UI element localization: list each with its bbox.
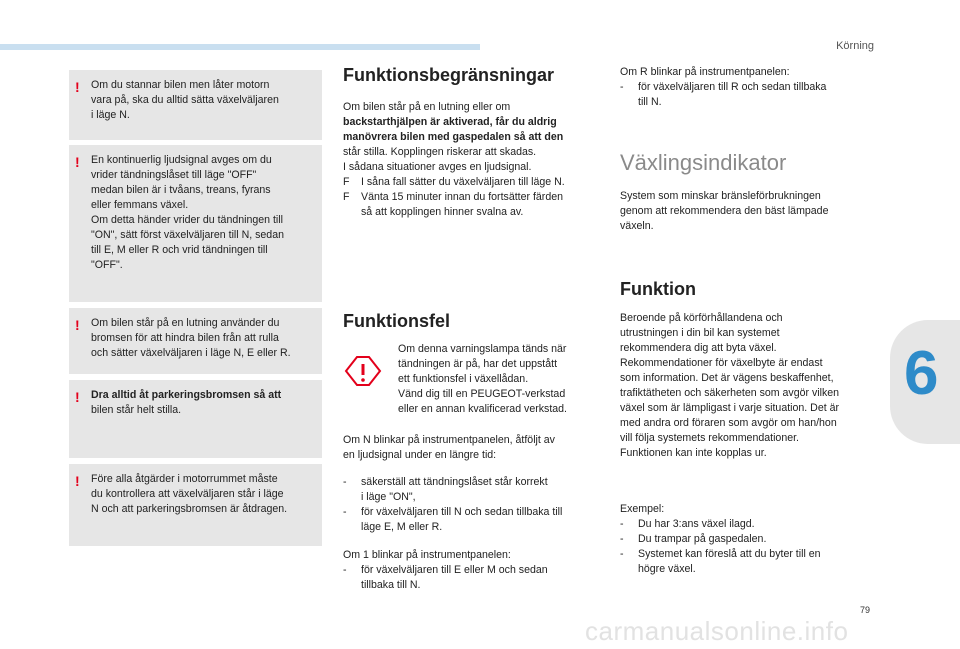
warning-text: Före alla åtgärder i motorrummet måste du kontrollera att växelväljaren står i läge N och att parkeringsbromsen är åtdragen. bbox=[91, 473, 288, 515]
section-label: Körning bbox=[836, 40, 874, 52]
warning-lamp-text: Om denna varningslampa tänds när tändningen är på, har det uppstått ett funktionsfel i växellådan. Vänd dig till en PEUGEOT-verkstad eller en annan kvalificerad verkstad. bbox=[398, 343, 568, 415]
heading-funktion: Funktion bbox=[620, 279, 696, 299]
exclamation-icon: ! bbox=[75, 473, 80, 489]
warning-box-slope bbox=[69, 308, 322, 374]
warning-text: Dra alltid åt parkeringsbromsen så att bilen står helt stilla. bbox=[91, 389, 282, 416]
one-blink-text: Om 1 blinkar på instrumentpanelen: - för växelväljaren till E eller M och sedan tillbaka till N. bbox=[343, 549, 548, 591]
watermark: carmanualsonline.info bbox=[585, 616, 849, 646]
warning-box-signal bbox=[69, 145, 322, 302]
warning-box-parking bbox=[69, 380, 322, 458]
heading-funktionsbegransningar: Funktionsbegränsningar bbox=[343, 65, 555, 85]
warning-text: Om bilen står på en lutning använder du bromsen för att hindra bilen från att rulla och sätter växelväljaren i läge N, E eller R. bbox=[91, 317, 291, 359]
n-blink-list: - säkerställ att tändningslåset står korrekt i läge "ON", - för växelväljaren till N och sedan tillbaka till läge E, M eller R. bbox=[343, 476, 563, 533]
heading-funktionsfel: Funktionsfel bbox=[343, 311, 450, 331]
chapter-number: 6 bbox=[904, 339, 939, 408]
page-number: 79 bbox=[859, 605, 870, 615]
warning-box-engine bbox=[69, 464, 322, 546]
warning-box-stop bbox=[69, 70, 322, 140]
funktion-text: Beroende på körförhållandena och utrustningen i din bil kan systemet rekommendera dig att byta växel. Rekommendationer för växelbyte är endast som information. Det är vägens beskaffenhet, trafiktätheten och säkerheten som avgör vilken växel som är lämpligast i varje situation. Det är med andra ord föraren som avgör om han/hon vill följa systemets rekommendationer. Funktionen kan inte kopplas ur. bbox=[620, 312, 840, 459]
warning-text: En kontinuerlig ljudsignal avges om du vrider tändningslåset till läge "OFF" medan bilen är i tvåans, treans, fyrans eller femmans växel. Om detta händer vrider du tändningen till "ON", sätt först växelväljaren till N, sedan till E, M eller R och vrid tändningen till "OFF". bbox=[91, 154, 284, 271]
chapter-tab bbox=[890, 320, 960, 444]
exclamation-icon: ! bbox=[75, 389, 80, 405]
gearbox-warning-lamp-icon bbox=[343, 354, 383, 388]
warning-lamp-block bbox=[343, 342, 603, 432]
vaxlingsindikator-text: System som minskar bränsleförbrukningen genom att rekommendera den bäst lämpade växeln. bbox=[620, 190, 829, 232]
exclamation-icon: ! bbox=[75, 79, 80, 95]
column-middle bbox=[343, 65, 603, 591]
exclamation-icon: ! bbox=[75, 154, 80, 170]
r-blink-text: Om R blinkar på instrumentpanelen: - för växelväljaren till R och sedan tillbaka till N. bbox=[620, 66, 827, 108]
funktionsbegransningar-text: Om bilen står på en lutning eller om backstarthjälpen är aktiverad, får du aldrig manövrera bilen med gaspedalen så att den står stilla. Kopplingen riskerar att skadas. I sådana situationer avges en ljudsignal. F I såna fall sätter du växelväljaren till läge N. F Vänta 15 minuter innan du fortsätter färden så att kopplingen hinner svalna av. bbox=[343, 101, 565, 218]
header-bar bbox=[0, 44, 480, 50]
heading-vaxlingsindikator: Växlingsindikator bbox=[620, 150, 787, 175]
n-blink-text: Om N blinkar på instrumentpanelen, åtföljt av en ljudsignal under en längre tid: bbox=[343, 434, 555, 461]
exempel-list: Exempel: - Du har 3:ans växel ilagd. - Du trampar på gaspedalen. - Systemet kan föreslå att du byter till en högre växel. bbox=[620, 503, 821, 575]
exclamation-icon: ! bbox=[75, 317, 80, 333]
column-right bbox=[620, 65, 870, 575]
warning-text: Om du stannar bilen men låter motorn vara på, ska du alltid sätta växelväljaren i läge N. bbox=[91, 79, 279, 121]
